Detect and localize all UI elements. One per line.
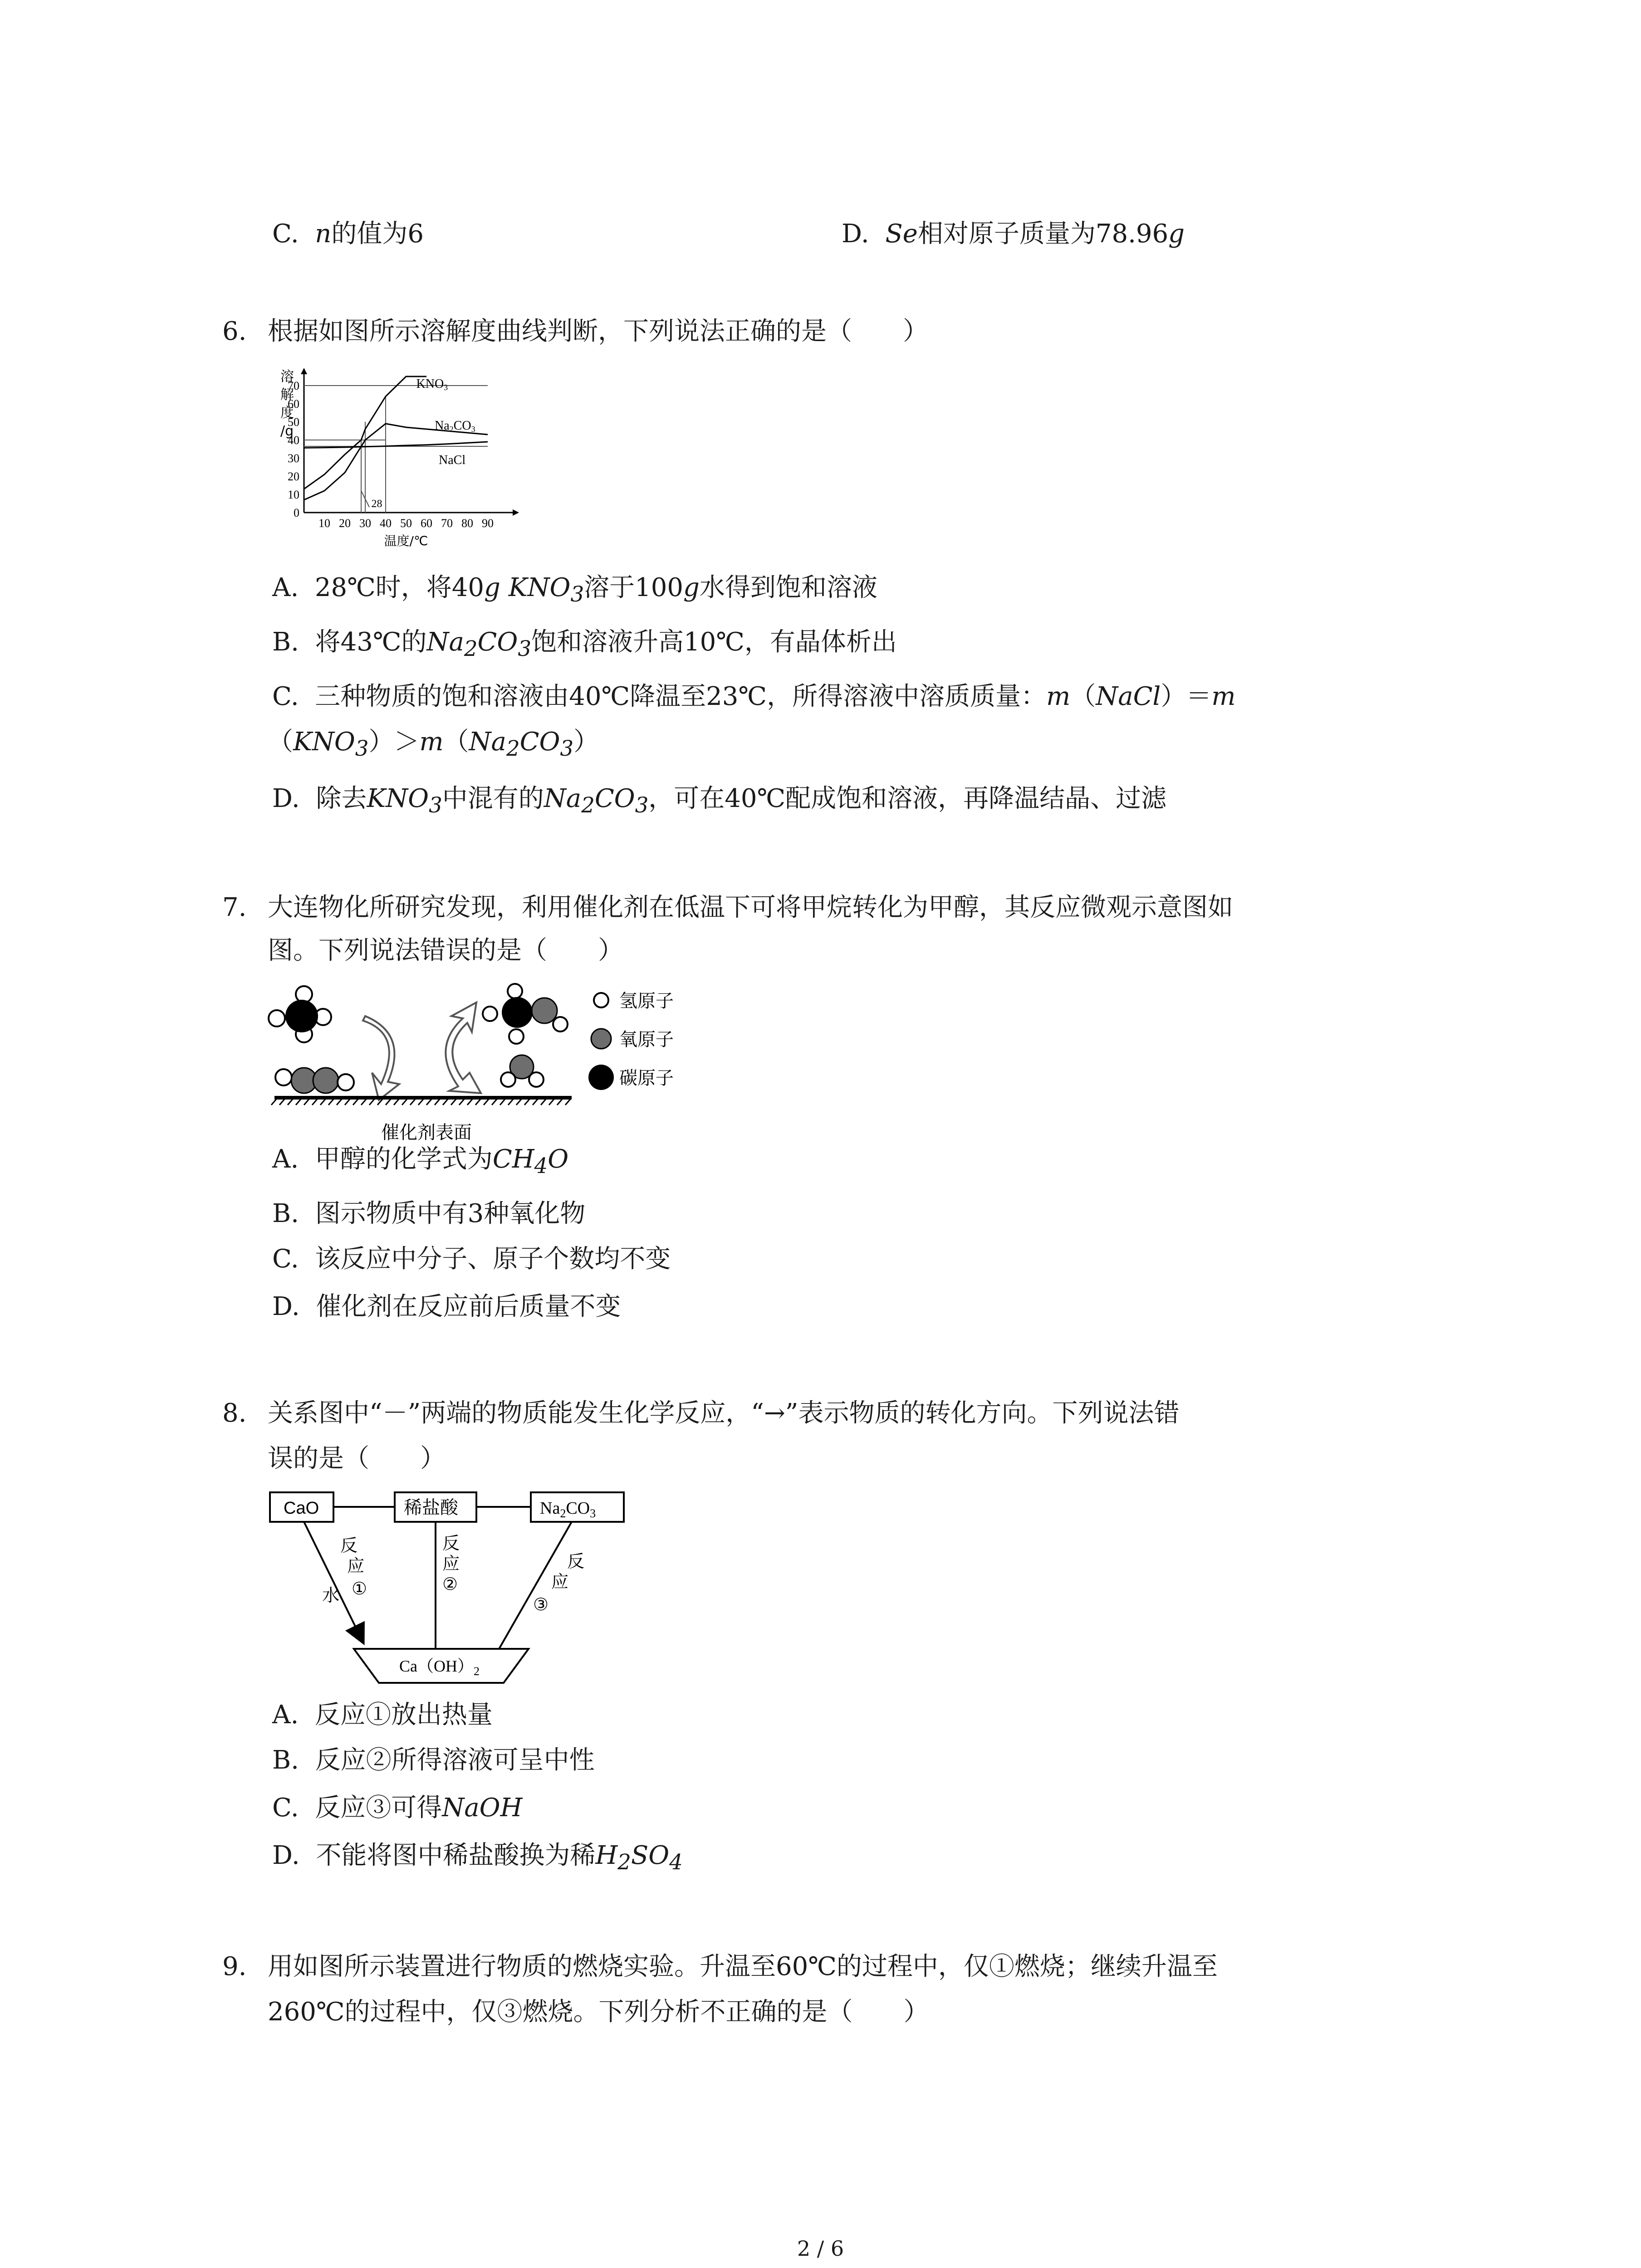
punct: ）＝ [1161, 682, 1212, 711]
variable: m [419, 727, 444, 757]
reaction-micro-diagram [268, 975, 703, 1157]
option-label: A. [272, 573, 299, 602]
q6-option-a [272, 572, 877, 611]
page-footer: 2 / 6 [797, 2236, 844, 2261]
oxygen-atom [313, 1068, 338, 1093]
cao-label: CaO [284, 1499, 319, 1518]
hatch-mark [394, 1099, 399, 1105]
subscript: 3 [570, 582, 584, 607]
formula: KNO [508, 573, 571, 602]
option-text: 水得到饱和溶液 [699, 573, 877, 602]
variable: m [1046, 682, 1071, 711]
option-text: 饱和溶液升高10℃，有晶体析出 [531, 627, 897, 657]
option-label: B. [272, 1745, 299, 1775]
hatch-mark [492, 1099, 497, 1105]
q8-option-a [272, 1699, 493, 1731]
y-tick-label: 20 [288, 470, 299, 483]
option-text: 除去 [316, 784, 367, 813]
curved-arrow-icon [363, 1016, 399, 1100]
option-text: 中混有的 [442, 784, 544, 813]
question-number: 7. [222, 893, 247, 922]
question-stem-line2: 图。下列说法错误的是（ ） [268, 936, 623, 965]
q7-option-b [272, 1198, 585, 1230]
series-line-nacl [304, 442, 488, 448]
x-tick-label: 70 [441, 517, 453, 530]
option-text: 反应②所得溶液可呈中性 [315, 1745, 595, 1775]
q6-option-c-cont [268, 726, 599, 765]
hatch-mark [426, 1099, 432, 1105]
hatch-mark [345, 1099, 350, 1105]
punct: ）＞ [368, 727, 420, 757]
relation-diagram [268, 1488, 640, 1706]
formula: CO [519, 727, 560, 757]
atom-legend [588, 991, 674, 1090]
hatch-mark [565, 1099, 571, 1105]
hydrogen-atom [275, 1069, 292, 1085]
hydrogen-legend-icon [594, 993, 608, 1007]
hydrogen-atom [501, 1072, 515, 1087]
option-text: ，可在40℃配成饱和溶液，再降温结晶、过滤 [648, 784, 1167, 813]
unit: g [683, 573, 700, 602]
question-stem-line2: 误的是（ ） [268, 1444, 446, 1473]
surface-label: 催化剂表面 [381, 1122, 472, 1143]
hatch-mark [279, 1099, 285, 1105]
hatch-mark [484, 1099, 489, 1105]
option-label: B. [272, 627, 299, 657]
option-text: 溶于100 [584, 573, 684, 602]
formula: KNO [293, 727, 355, 757]
subscript: 4 [669, 1850, 683, 1875]
hatch-mark [328, 1099, 334, 1105]
carbon-atom [285, 1000, 318, 1032]
hatch-mark [475, 1099, 481, 1105]
option-label: C. [272, 682, 299, 711]
subscript: 3 [518, 637, 531, 662]
hatch-mark [271, 1099, 277, 1105]
hatch-mark [443, 1099, 448, 1105]
subscript: 3 [355, 737, 369, 762]
formula: NaCl [1096, 682, 1161, 711]
q8-option-d [272, 1839, 683, 1879]
variable: Se [885, 219, 918, 249]
unit: g [484, 573, 500, 602]
reaction-label: 反 [567, 1551, 585, 1571]
reaction-label: 应 [347, 1556, 365, 1576]
option-label: D. [272, 1292, 300, 1321]
q6-option-c [272, 680, 1235, 713]
option-text: 反应①放出热量 [314, 1700, 493, 1730]
hydrogen-atom [553, 1017, 568, 1031]
option-text: 相对原子质量为78.96 [917, 219, 1169, 249]
formula: SO [631, 1841, 670, 1870]
hatch-mark [549, 1099, 554, 1105]
reaction-label: ① [352, 1579, 367, 1598]
option-label: D. [272, 1841, 300, 1870]
hatch-mark [541, 1099, 546, 1105]
hydrogen-atom [338, 1074, 354, 1090]
x-tick-label: 50 [400, 517, 412, 530]
question-stem-line1: 大连物化所研究发现，利用催化剂在低温下可将甲烷转化为甲醇，其反应微观示意图如 [268, 893, 1233, 922]
punct: （ [268, 727, 293, 757]
hatch-mark [353, 1099, 358, 1105]
hatch-mark [524, 1099, 530, 1105]
series-label-kno3: KNO3 [416, 377, 448, 392]
hydrogen-atom [483, 1007, 497, 1021]
chart-plot [280, 368, 519, 548]
punct: （ [443, 727, 469, 757]
hatch-mark [312, 1099, 318, 1105]
carbon-legend-icon [588, 1065, 614, 1090]
x-tick-label: 90 [482, 517, 494, 530]
reaction-label: ② [442, 1574, 458, 1594]
legend-label-oxygen: 氧原子 [619, 1029, 674, 1050]
reaction-label: 应 [551, 1572, 569, 1592]
punct: ） [573, 727, 599, 757]
subscript: 2 [617, 1850, 631, 1875]
annotation-28: 28 [371, 498, 382, 510]
x-tick-label: 20 [339, 517, 351, 530]
punct: （ [1070, 682, 1096, 711]
question-stem: 根据如图所示溶解度曲线判断，下列说法正确的是（ ） [268, 317, 928, 346]
hatch-mark [410, 1099, 416, 1105]
water-molecule [501, 1055, 544, 1087]
q7-option-a [272, 1143, 568, 1183]
hatch-mark [369, 1099, 375, 1105]
formula: CH [492, 1144, 534, 1174]
hatch-mark [288, 1099, 293, 1105]
hydrogen-atom [529, 1072, 544, 1087]
x-axis-arrow [513, 509, 519, 516]
option-text: 图示物质中有3种氧化物 [315, 1199, 586, 1228]
subscript: 3 [429, 793, 442, 818]
oxygen-atom [532, 998, 557, 1023]
x-axis-label: 温度/℃ [384, 533, 428, 548]
carbon-atom [502, 997, 533, 1028]
variable: n [315, 219, 332, 249]
subscript: 2 [464, 637, 478, 662]
subscript: 2 [581, 793, 595, 818]
reaction-label: 应 [442, 1554, 460, 1574]
x-tick-label: 80 [461, 517, 473, 530]
question-number: 6. [222, 317, 247, 346]
hatch-mark [296, 1099, 301, 1105]
y-axis-arrow [301, 368, 307, 374]
unit: g [1168, 219, 1185, 249]
reaction-label: 水 [322, 1585, 340, 1605]
option-text: 该反应中分子、原子个数均不变 [315, 1244, 671, 1274]
hatch-mark [451, 1099, 456, 1105]
hatch-mark [557, 1099, 563, 1105]
formula: CO [594, 784, 635, 813]
reaction-label: 反 [340, 1535, 358, 1555]
formula: Na [426, 627, 464, 657]
question-number: 9. [222, 1952, 247, 1981]
hatch-mark [459, 1099, 465, 1105]
option-text: 甲醇的化学式为 [314, 1144, 493, 1174]
hatch-mark [304, 1099, 309, 1105]
y-tick-label: 70 [288, 379, 299, 392]
x-tick-label: 30 [359, 517, 371, 530]
hatch-mark [533, 1099, 538, 1105]
option-label: C. [272, 219, 299, 249]
option-label: B. [272, 1199, 299, 1228]
x-tick-label: 10 [318, 517, 330, 530]
option-text: 三种物质的饱和溶液由40℃降温至23℃，所得溶液中溶质质量： [315, 682, 1047, 711]
option-label: D. [272, 784, 300, 813]
subscript: 3 [560, 737, 574, 762]
y-tick-label: 0 [294, 506, 299, 519]
option-text: 的值为6 [331, 219, 424, 249]
option-label: A. [272, 1144, 299, 1174]
q6-option-b [272, 626, 897, 665]
reaction-label: ③ [533, 1594, 549, 1614]
x-tick-label: 60 [421, 517, 432, 530]
y-tick-label: 60 [288, 397, 299, 411]
formula: NaOH [442, 1793, 523, 1823]
option-label: C. [272, 1793, 299, 1823]
hatch-mark [337, 1099, 342, 1105]
formula: O [548, 1144, 569, 1174]
series-label-na2co3: Na2CO3 [435, 419, 475, 434]
question-stem-line1: 用如图所示装置进行物质的燃烧实验。升温至60℃的过程中，仅①燃烧；继续升温至 [268, 1952, 1218, 1981]
hydrogen-atom [509, 1029, 524, 1044]
formula: KNO [367, 784, 429, 813]
option-label: D. [842, 219, 869, 249]
oxygen-legend-icon [591, 1029, 611, 1049]
q5-option-d [842, 218, 1185, 250]
q6-option-d [272, 782, 1166, 822]
option-text: 不能将图中稀盐酸换为稀 [316, 1841, 596, 1870]
x-tick-label: 40 [380, 517, 392, 530]
option-label: A. [272, 1700, 299, 1730]
formula: Na [544, 784, 582, 813]
option-text: 反应③可得 [315, 1793, 442, 1823]
hydrogen-atom [269, 1010, 285, 1026]
oxygen-molecule [275, 1068, 354, 1093]
variable: m [1211, 682, 1236, 711]
legend-label-carbon: 碳原子 [619, 1068, 674, 1089]
catalyst-hatching [271, 1099, 571, 1105]
y-axis-label: 溶解度/g [280, 369, 294, 439]
question-number: 8. [222, 1398, 247, 1428]
hatch-mark [500, 1099, 505, 1105]
y-tick-label: 10 [288, 488, 299, 501]
y-tick-label: 30 [288, 452, 299, 465]
hcl-label: 稀盐酸 [404, 1497, 458, 1518]
q7-option-d [272, 1290, 621, 1323]
y-tick-label: 40 [288, 434, 299, 447]
option-text: 28℃时，将40 [314, 573, 485, 602]
q8-option-c [272, 1792, 522, 1824]
option-label: C. [272, 1244, 299, 1274]
caoh2-label: $Ca(OH)_2$ [399, 1657, 480, 1678]
subscript: 2 [506, 737, 520, 762]
formula: Na [469, 727, 506, 757]
na2co3-label: $Na_2CO_3$ [540, 1499, 596, 1520]
subscript: 3 [635, 793, 649, 818]
hatch-mark [435, 1099, 440, 1105]
series-label-nacl: NaCl [439, 453, 466, 467]
hatch-mark [361, 1099, 367, 1105]
q8-option-b [272, 1744, 595, 1777]
curved-arrow-icon [446, 1002, 481, 1093]
legend-label-hydrogen: 氢原子 [619, 991, 674, 1012]
methane-molecule [269, 986, 331, 1042]
question-stem-line1: 关系图中“－”两端的物质能发生化学反应，“→”表示物质的转化方向。下列说法错 [268, 1398, 1180, 1428]
formula: H [595, 1841, 618, 1870]
option-text: 催化剂在反应前后质量不变 [316, 1292, 621, 1321]
methanol-molecule [483, 984, 568, 1044]
hatch-mark [418, 1099, 424, 1105]
q7-option-c [272, 1243, 671, 1276]
hatch-mark [467, 1099, 473, 1105]
hatch-mark [402, 1099, 407, 1105]
formula: CO [477, 627, 518, 657]
option-text: 将43℃的 [315, 627, 427, 657]
y-tick-label: 50 [288, 415, 299, 429]
hatch-mark [320, 1099, 326, 1105]
reaction-label: 反 [442, 1533, 460, 1553]
q5-option-c [272, 218, 424, 250]
hatch-mark [508, 1099, 514, 1105]
question-stem-line2: 260℃的过程中，仅③燃烧。下列分析不正确的是（ ） [268, 1997, 929, 2027]
hatch-mark [386, 1099, 391, 1105]
hydrogen-atom [508, 984, 522, 998]
hatch-mark [516, 1099, 522, 1105]
solubility-chart [272, 358, 540, 562]
subscript: 4 [534, 1154, 548, 1179]
